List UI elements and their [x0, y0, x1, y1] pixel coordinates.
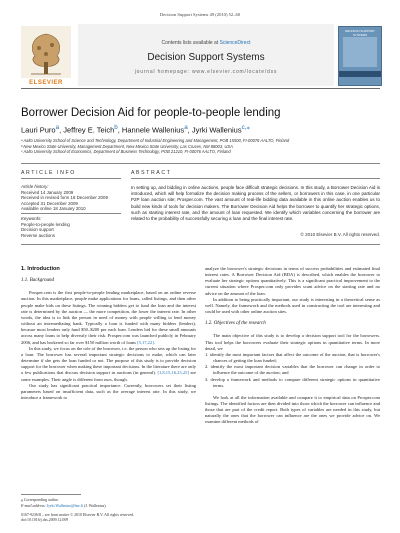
history-label: Article history: [21, 184, 49, 189]
divider [21, 178, 121, 179]
citation-link[interactable]: [1,8,15,16,23,25] [157, 370, 189, 376]
section-heading: 1. Introduction [21, 266, 60, 272]
body-paragraph: The main objective of this study is to develop a decision support tool for the borrowers. This tool helps the borrowers evaluate their strategic options in quantitative terms. In more detail, we [205, 333, 380, 351]
body-paragraph [21, 383, 196, 401]
author-affiliation-mark[interactable]: c,⁎ [241, 124, 250, 131]
citation-link[interactable]: [5,17,22] [137, 339, 154, 345]
subsection-heading: 1.2. Objectives of the research [205, 321, 266, 327]
body-paragraph [21, 290, 196, 345]
article-title: Borrower Decision Aid for people-to-people lending [21, 107, 281, 119]
keyword: People-to-people lending [21, 221, 70, 227]
cover-band [339, 71, 381, 77]
author-affiliation-mark[interactable]: a [55, 124, 60, 131]
history-entry: Available online 18 January 2010 [21, 206, 86, 212]
keyword: Decision support [21, 227, 54, 233]
keywords-label: Keywords: [21, 216, 42, 221]
paragraph-text: Our study has significant practical importance. Currently, borrowers set their listing parameters based on insufficient data, such as the average interest rate. In this study, we introduce a framework to [21, 382, 196, 400]
paragraph-text: In this study, we focus on the role of the borrower, i.e. the person who sets up the listing for a loan. The borrower has several important strategic decisions to make, which can later determine if she gets the loan funded or not. The purpose of this study is to provide decision support for the borrower when making these important decisions. In the literature there are only a few publications that discuss decision support in auctions (in general). [21, 345, 196, 376]
objectives-list [205, 352, 380, 389]
body-paragraph [21, 346, 196, 383]
affiliation: ᶜ Aalto University School of Economics, Department of Business Technology, POB 21210, FI-00076 AALTO, Finland [21, 149, 231, 154]
paragraph-text: Prosper.com is the first people-to-people lending marketplace, based on an online reverse auction. In this marketplace, people make applications for loans, called listings, and then other people make bids on these listings. The winning bidders get to fund the loan and the interest rate is determined by the auction — the more competition, the lower the interest rate. In other words, the idea is to link the person in need of money with people willing to lend money without an intermediating bank. Typically a loan is funded with many bidders (lenders), because most lenders only fund $50–$200 per each loan. Lenders bid for these small amounts across many loans to help diversify their risk. Prosper.com was launched publicly in February 2006, and has brokered so far over $150 million worth of loans [21, 290, 196, 345]
footnote-corresponding: ⁎ Corresponding author. [21, 498, 59, 502]
affiliation: ᵇ New Mexico State University, Management Department, New Mexico State University, Las Cruces, NM 88003, USA [21, 143, 233, 149]
subsection-heading: 1.1. Background [21, 278, 55, 284]
divider [21, 213, 121, 214]
keyword: Reverse auctions [21, 232, 55, 238]
elsevier-logo[interactable] [21, 26, 71, 86]
contents-line [78, 40, 334, 46]
abstract-copyright: © 2010 Elsevier B.V. All rights reserved. [300, 232, 380, 237]
body-paragraph: analyze the borrower's strategic decisions in terms of success probabilities and estimated final interest rates. A Borrower Decision Aid (BDA) is described, which enables the borrower to evaluate her strategic options quantitatively. This is a significant practical improvement to the current situation where Prosper.com only provides scant advice on the starting rate and no advice on the amount of the loan. [205, 266, 380, 296]
homepage-link[interactable]: www.elsevier.com/locate/dss [191, 69, 278, 75]
email-link[interactable]: Jyrki.Wallenius@hse.fi [46, 504, 84, 508]
body-paragraph: In addition to being practically important, our study is interesting in a theoretical sense as well. Namely, the framework and the methods used in constructing the tool are interesting and could be used with other online auction sites. [205, 296, 380, 315]
journal-homepage [78, 69, 334, 75]
abstract-text: In setting up, and bidding in online auctions, people face difficult strategic decisions. In this study, a Borrower Decision Aid is introduced, which will help formalize the decision making process of the sellers, or borrowers in this case, in one particular P2P loan auction site; Prosper.com. The vast amount of real-life bidding data available in this online auction enables us to build new kinds of tools for decision makers. The Borrower Decision Aid helps the borrower to quantify her strategic options, such as starting interest rate, and the amount of loan requested. We identify which variables concerning the borrower are related to the probability of successfully securing a loan and the final interest rate. [131, 185, 380, 222]
journal-cover-thumbnail[interactable] [338, 26, 382, 86]
homepage-prefix: journal homepage: [134, 69, 192, 75]
email-label: E-mail address: [21, 504, 47, 508]
doi-link[interactable]: doi:10.1016/j.dss.2009.12.009 [21, 518, 69, 522]
author-name[interactable]: Hannele Wallenius [121, 125, 185, 135]
cover-label: DECISION SUPPORT SYSTEMS [345, 29, 375, 37]
footnote-email [21, 504, 221, 509]
body-left-column [21, 266, 196, 401]
list-item: 1. identify the most important factors that affect the outcome of the auction, that is borrower's chances of getting the loan funded; [205, 351, 380, 364]
divider [21, 244, 380, 245]
elsevier-tree-icon [21, 26, 71, 78]
history-entry: Accepted 31 December 2009 [21, 200, 78, 206]
affiliation: ᵃ Aalto University School of Science and Technology, Department of Industrial Engineering and Management, POB 15500, FI-00076 AALTO, Finland [21, 138, 290, 143]
running-head: Decision Support Systems 49 (2010) 52–60 [159, 12, 241, 17]
paragraph-text: . [153, 339, 155, 345]
body-right-column [205, 266, 380, 426]
footnote-divider [21, 494, 81, 495]
divider [131, 178, 380, 179]
history-entry: Received 14 January 2009 [21, 189, 74, 195]
divider [21, 163, 380, 164]
contents-prefix: Contents lists available at [161, 40, 219, 46]
paragraph-text: are some examples. Their angle is different from ours, though. [21, 370, 196, 382]
author-name[interactable]: Lauri Puro [21, 125, 56, 135]
list-item: 3. develop a framework and methods to compare different strategic options in quantitative terms. [205, 376, 380, 388]
author-affiliation-mark[interactable]: b [114, 124, 118, 131]
history-entry: Received in revised form 18 December 2009 [21, 195, 108, 201]
elsevier-logo-text: ELSEVIER [29, 80, 63, 86]
article-info-heading: ARTICLE INFO [21, 170, 76, 176]
author-name[interactable]: Jeffrey E. Teich [63, 125, 115, 135]
email-suffix: (J. Wallenius). [83, 504, 107, 508]
author-list: Lauri Puro$^a$, Jeffrey E. Teich$^b$, Hannele Wallenius$^a$, Jyrki Wallenius$^{c,⁎}$ [21, 124, 250, 135]
body-paragraph: We look at all the information available and compare it to empirical data on Prosper.com listings. The identified factors are then divided into those which the borrower can influence and those that are part of the credit report. Both types of variables are needed in this study, but naturally the ones that the borrower can influence are the ones we provide advice on. We examine different methods of [205, 394, 380, 425]
cover-artwork [343, 37, 377, 67]
author-name[interactable]: Jyrki Wallenius [191, 125, 242, 135]
author-affiliation-mark[interactable]: a [184, 124, 188, 131]
journal-title: Decision Support Systems [147, 52, 265, 63]
abstract-heading: ABSTRACT [131, 170, 172, 176]
issn-line: 0167-9236/$ – see front matter © 2010 Elsevier B.V. All rights reserved. [21, 513, 135, 517]
sciencedirect-link[interactable]: ScienceDirect [219, 40, 251, 46]
article-history [21, 184, 125, 212]
list-item: 2. identify the most important decision variables that the borrower can change in order to influence the outcome of the auction; and [205, 364, 380, 376]
keywords [21, 216, 125, 238]
